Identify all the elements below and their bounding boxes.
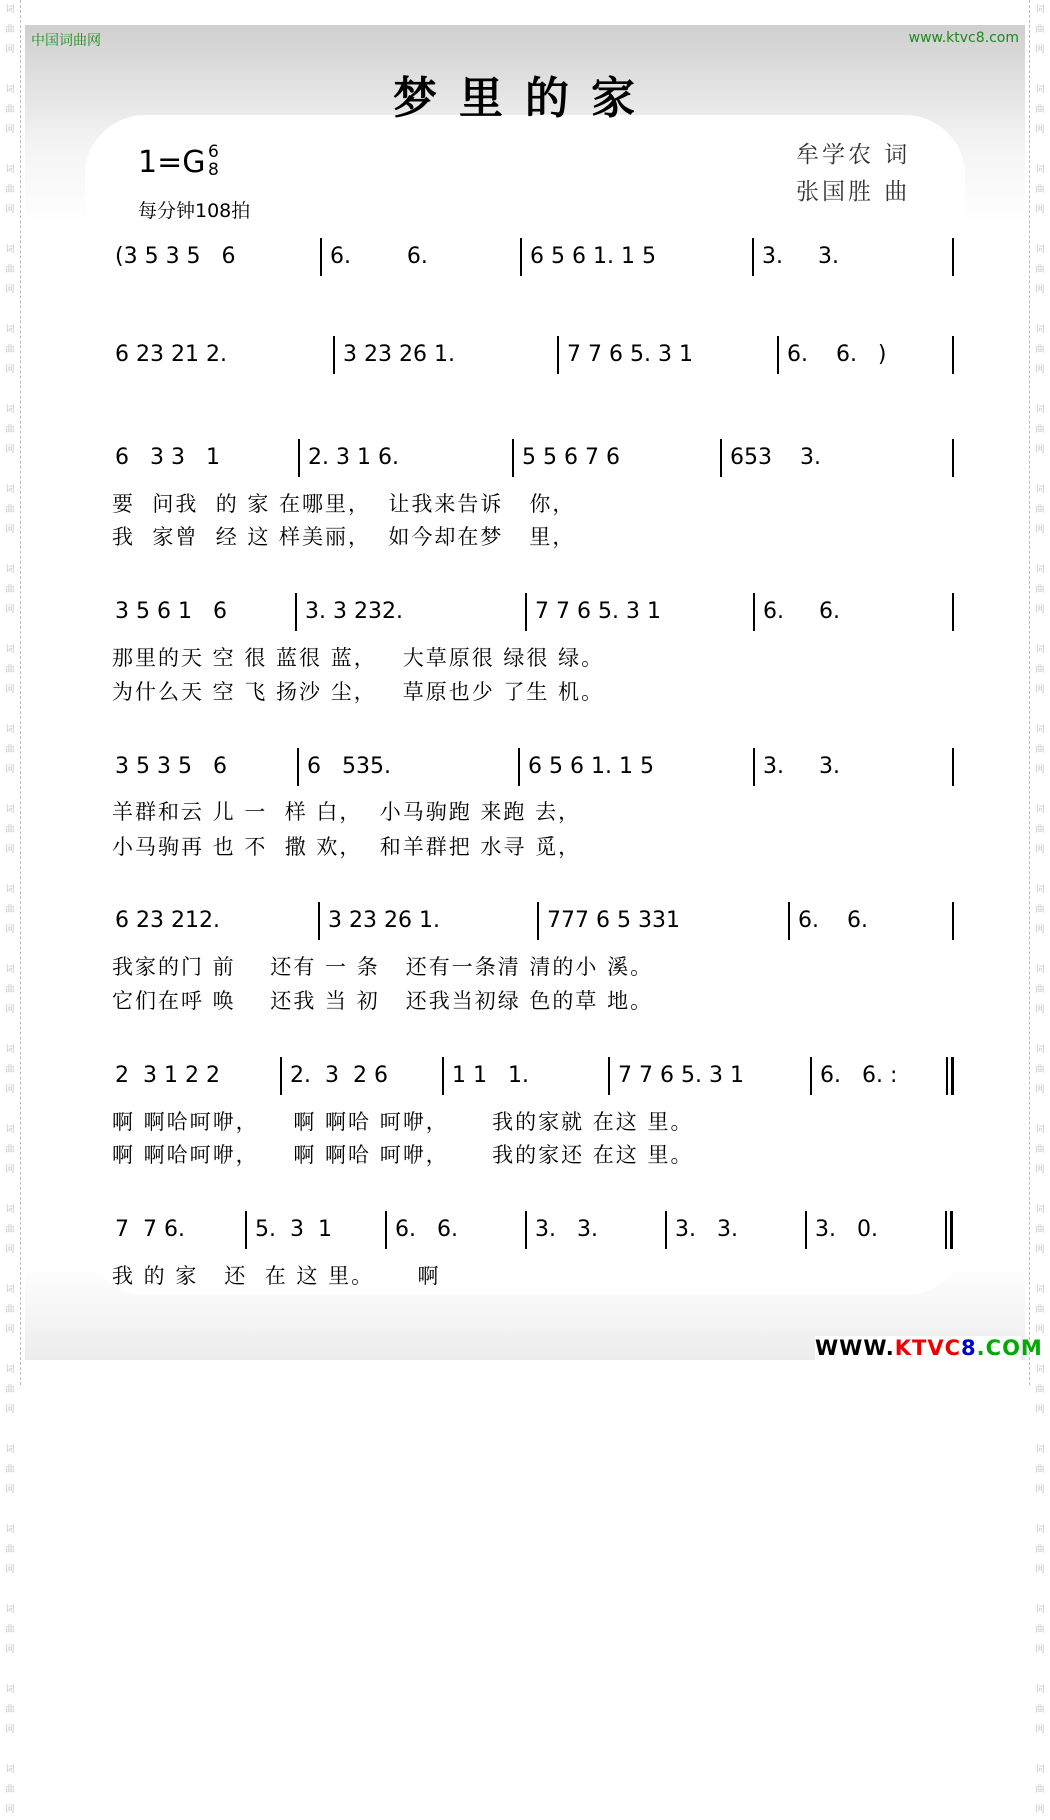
key-signature: 1=G <box>138 145 206 180</box>
lyric-line: 要 问我 的 家 在哪里， 让我来告诉 你， <box>112 492 576 516</box>
staff-row <box>0 439 1050 479</box>
site-url-right: www.ktvc8.com <box>908 30 1019 46</box>
measure: (3 5 3 5 6 <box>115 244 236 269</box>
double-barline <box>946 1057 954 1095</box>
measure: 1 1 1. <box>442 1057 529 1095</box>
measure: 2. 3 1 6. <box>298 439 399 477</box>
measure: 3. 3. <box>752 238 839 276</box>
measure: 7 7 6 5. 3 1 <box>608 1057 744 1095</box>
measure: 6 23 212. <box>115 908 220 933</box>
staff-row <box>0 238 1050 278</box>
measure: 3. 3. <box>525 1211 598 1249</box>
measure: 3 23 26 1. <box>333 336 455 374</box>
barline <box>952 336 954 374</box>
tempo: 每分钟108拍 <box>138 200 251 222</box>
lyric-line: 为什么天 空 飞 扬沙 尘， 草原也少 了生 机。 <box>112 680 605 704</box>
lyric-line: 我 的 家 还 在 这 里。 啊 <box>112 1264 441 1288</box>
measure: 6 5 6 1. 1 5 <box>518 748 654 786</box>
barline <box>952 902 954 940</box>
song-title: 梦里的家 <box>393 73 657 124</box>
barline <box>952 238 954 276</box>
measure: 6 3 3 1 <box>115 445 220 470</box>
right-watermark-strip: 词 曲 网 词 曲 网 词 曲 网 词 曲 网 词 曲 网 词 曲 网 词 曲 网 词 曲 网 词 曲 网 词 曲 网 词 曲 网 词 曲 网 词 曲 网 词 曲 网 词 曲 网 词 曲 网 词 曲 网 词 曲 网 词 曲 网 词 曲 网 词 曲 网 词 曲 网 词 曲 网 <box>1029 0 1050 1385</box>
measure: 6. 6. ) <box>777 336 887 374</box>
measure: 6. 6. <box>385 1211 458 1249</box>
measure: 7 7 6 5. 3 1 <box>525 593 661 631</box>
time-bottom: 8 <box>208 160 219 180</box>
staff-row <box>0 1211 1050 1251</box>
measure: 3. 3 232. <box>295 593 403 631</box>
measure: 6. 6. <box>788 902 868 940</box>
measure: 3 5 6 1 6 <box>115 599 227 624</box>
composer: 张国胜 曲 <box>796 179 911 205</box>
lyric-line: 我 家曾 经 这 样美丽， 如今却在梦 里， <box>112 525 576 549</box>
measure: 777 6 5 331 <box>537 902 680 940</box>
measure: 5. 3 1 <box>245 1211 332 1249</box>
barline <box>952 593 954 631</box>
site-name-left: 中国词曲网 <box>31 33 101 49</box>
time-signature <box>208 143 219 179</box>
lyric-line: 啊 啊哈呵咿， 啊 啊哈 呵咿， 我的家还 在这 里。 <box>112 1143 694 1167</box>
ktvc8-logo: WWW.KTVC8.COM <box>815 1336 1043 1360</box>
staff-row <box>0 593 1050 633</box>
measure: 6 5 6 1. 1 5 <box>520 238 656 276</box>
barline <box>952 748 954 786</box>
measure: 2. 3 2 6 <box>280 1057 388 1095</box>
measure: 6 535. <box>297 748 391 786</box>
time-top: 6 <box>208 142 219 162</box>
measure: 3. 3. <box>753 748 840 786</box>
measure: 7 7 6. <box>115 1217 185 1242</box>
measure: 3. 0. <box>805 1211 878 1249</box>
measure: 5 5 6 7 6 <box>512 439 620 477</box>
staff-row <box>0 748 1050 788</box>
left-watermark-strip: 词 曲 网 词 曲 网 词 曲 网 词 曲 网 词 曲 网 词 曲 网 词 曲 网 词 曲 网 词 曲 网 词 曲 网 词 曲 网 词 曲 网 词 曲 网 词 曲 网 词 曲 网 词 曲 网 词 曲 网 词 曲 网 词 曲 网 词 曲 网 词 曲 网 词 曲 网 词 曲 网 <box>0 0 21 1385</box>
staff-row <box>0 336 1050 376</box>
lyric-line: 小马驹再 也 不 撒 欢， 和羊群把 水寻 觅， <box>112 835 582 859</box>
lyric-line: 我家的门 前 还有 一 条 还有一条清 清的小 溪。 <box>112 955 654 979</box>
lyricist: 牟学农 词 <box>796 142 911 168</box>
lyric-line: 它们在呼 唤 还我 当 初 还我当初绿 色的草 地。 <box>112 989 654 1013</box>
measure: 7 7 6 5. 3 1 <box>557 336 693 374</box>
staff-row <box>0 902 1050 942</box>
measure: 653 3. <box>720 439 821 477</box>
barline <box>952 439 954 477</box>
staff-row <box>0 1057 1050 1097</box>
measure: 3 5 3 5 6 <box>115 754 227 779</box>
measure: 6. 6. <box>320 238 428 276</box>
lyric-line: 羊群和云 儿 一 样 白， 小马驹跑 来跑 去， <box>112 800 582 824</box>
measure: 3. 3. <box>665 1211 738 1249</box>
measure: 6. 6. : <box>810 1057 897 1095</box>
lyric-line: 啊 啊哈呵咿， 啊 啊哈 呵咿， 我的家就 在这 里。 <box>112 1110 694 1134</box>
measure: 6 23 21 2. <box>115 342 227 367</box>
double-barline <box>945 1211 953 1249</box>
measure: 6. 6. <box>753 593 840 631</box>
measure: 3 23 26 1. <box>318 902 440 940</box>
lyric-line: 那里的天 空 很 蓝很 蓝， 大草原很 绿很 绿。 <box>112 646 605 670</box>
measure: 2 3 1 2 2 <box>115 1063 220 1088</box>
